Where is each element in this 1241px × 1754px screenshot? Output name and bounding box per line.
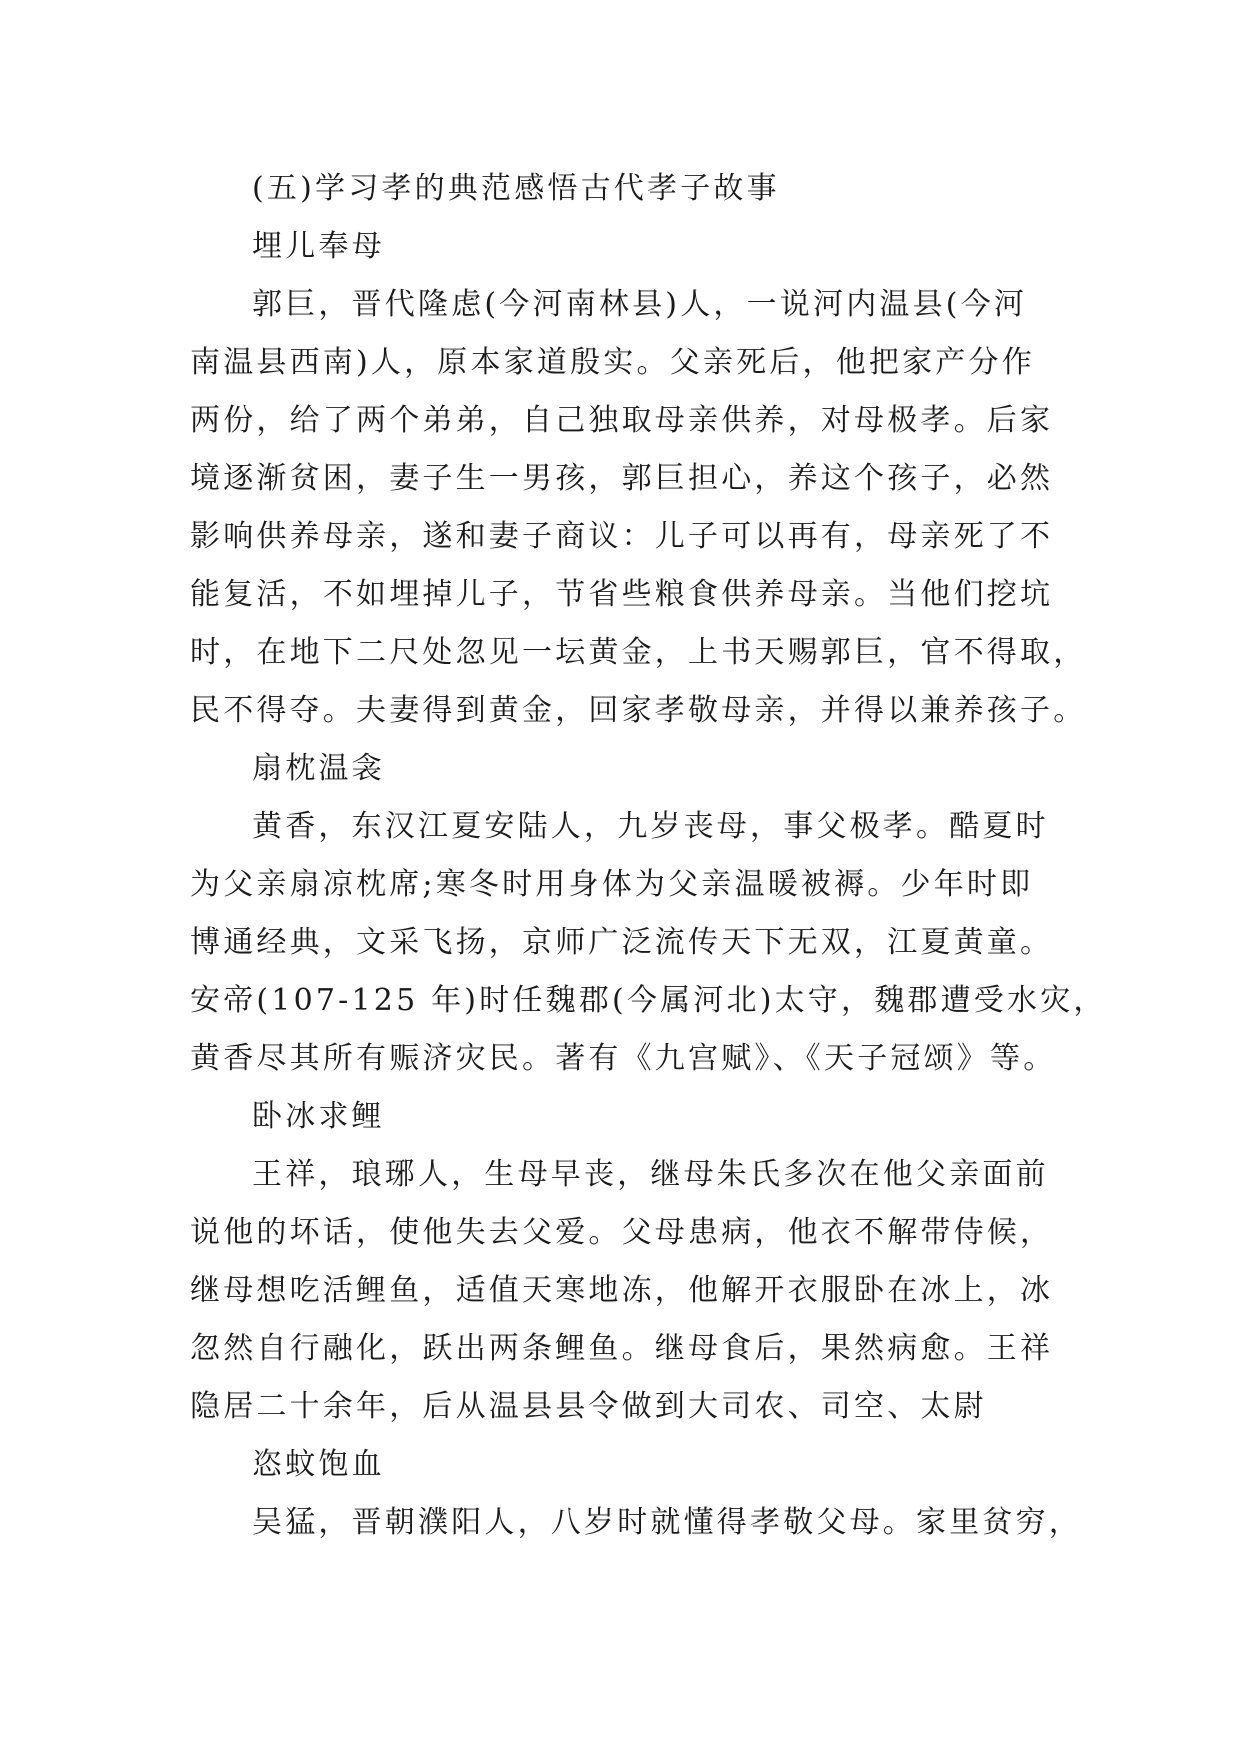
paragraph-line: 继母想吃活鲤鱼，适值天寒地冻，他解开衣服卧在冰上，冰 (190, 1273, 1054, 1308)
story-title: 埋儿奉母 (252, 229, 385, 264)
paragraph-line: 民不得夺。夫妻得到黄金，回家孝敬母亲，并得以兼养孩子。 (190, 693, 1087, 728)
paragraph-line: 影响供养母亲，遂和妻子商议：儿子可以再有，母亲死了不 (190, 519, 1054, 554)
paragraph-line: 安帝(107-125 年)时任魏郡(今属河北)太守，魏郡遭受水灾， (190, 983, 1107, 1018)
paragraph-line: 南温县西南)人，原本家道殷实。父亲死后，他把家产分作 (190, 345, 1035, 380)
paragraph-line: 为父亲扇凉枕席;寒冬时用身体为父亲温暖被褥。少年时即 (190, 867, 1034, 902)
story-title: 恣蚊饱血 (252, 1447, 385, 1482)
paragraph-line: 境逐渐贫困，妻子生一男孩，郭巨担心，养这个孩子，必然 (190, 461, 1054, 496)
paragraph-line: 两份，给了两个弟弟，自己独取母亲供养，对母极孝。后家 (190, 403, 1054, 438)
paragraph-line: 郭巨，晋代隆虑(今河南林县)人，一说河内温县(今河 (252, 287, 1028, 322)
section-heading: (五)学习孝的典范感悟古代孝子故事 (252, 171, 780, 206)
story-title: 扇枕温衾 (252, 751, 385, 786)
paragraph-line: 隐居二十余年，后从温县县令做到大司农、司空、太尉 (190, 1389, 987, 1424)
paragraph-line: 王祥，琅琊人，生母早丧，继母朱氏多次在他父亲面前 (252, 1157, 1049, 1192)
document-body (190, 160, 1107, 1552)
paragraph-line: 能复活，不如埋掉儿子，节省些粮食供养母亲。当他们挖坑 (190, 577, 1054, 612)
paragraph-line: 黄香，东汉江夏安陆人，九岁丧母，事父极孝。酷夏时 (252, 809, 1049, 844)
story-title: 卧冰求鲤 (252, 1099, 385, 1134)
paragraph-line: 吴猛，晋朝濮阳人，八岁时就懂得孝敬父母。家里贫穷， (252, 1505, 1082, 1540)
paragraph-line: 博通经典，文采飞扬，京师广泛流传天下无双，江夏黄童。 (190, 925, 1054, 960)
paragraph-line: 说他的坏话，使他失去父爱。父母患病，他衣不解带侍候， (190, 1215, 1054, 1250)
paragraph-line: 忽然自行融化，跃出两条鲤鱼。继母食后，果然病愈。王祥 (190, 1331, 1054, 1366)
paragraph-line: 黄香尽其所有赈济灾民。著有《九宫赋》、《天子冠颂》等。 (190, 1041, 1057, 1076)
paragraph-line: 时，在地下二尺处忽见一坛黄金，上书天赐郭巨，官不得取， (190, 635, 1087, 670)
